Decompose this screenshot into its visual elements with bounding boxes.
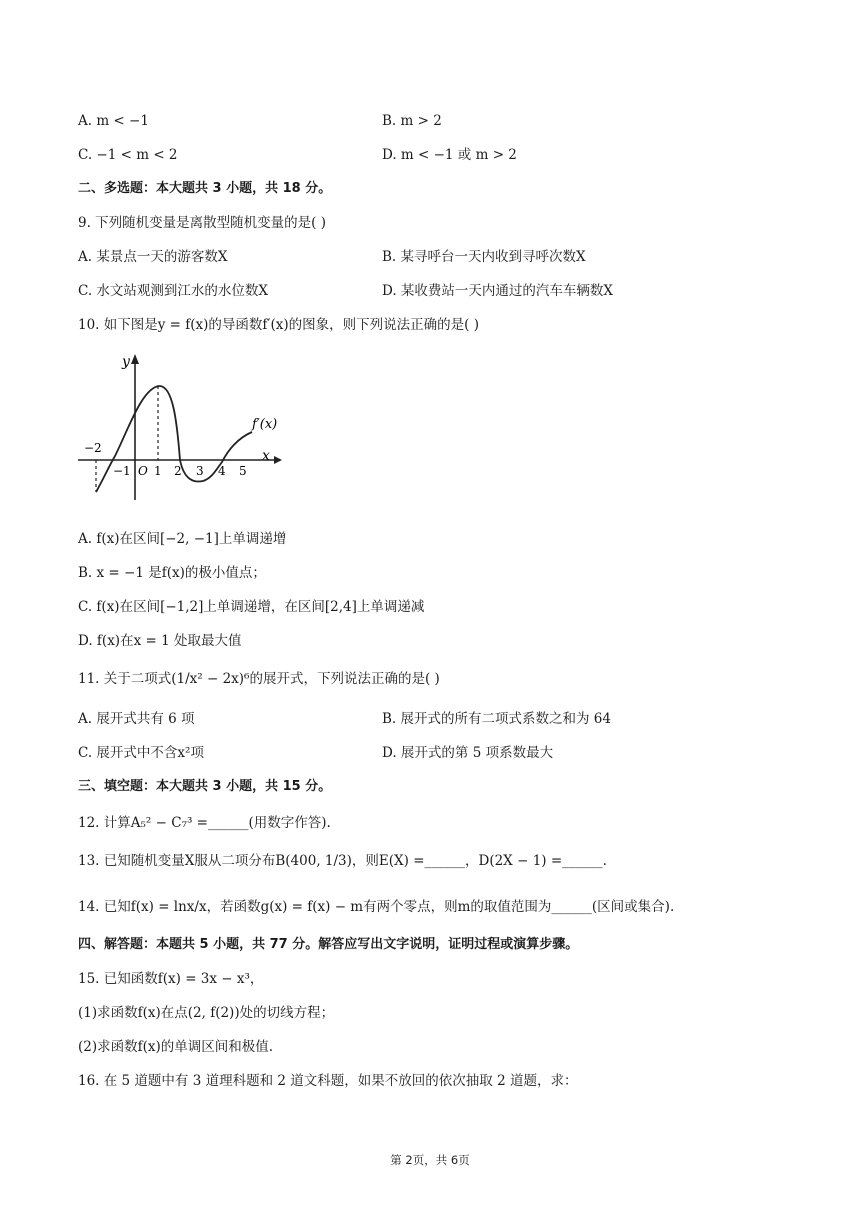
q11-option-a: A. 展开式共有 6 项 (78, 711, 195, 727)
q11-option-b: B. 展开式的所有二项式系数之和为 64 (382, 711, 611, 727)
q11-option-d: D. 展开式的第 5 项系数最大 (382, 745, 554, 761)
x-axis-label: x (262, 448, 270, 464)
q8-option-c: C. −1 < m < 2 (78, 147, 178, 163)
q13: 13. 已知随机变量X服从二项分布B(400, 1/3)，则E(X) =______，D(2X − 1) =______. (78, 853, 607, 869)
q8-option-b: B. m > 2 (382, 113, 442, 129)
section-heading-multiple-choice: 二、多选题：本大题共 3 小题，共 18 分。 (78, 181, 332, 196)
q15-part-2: (2)求函数f(x)的单调区间和极值. (78, 1039, 274, 1055)
q9-stem: 9. 下列随机变量是离散型随机变量的是( ) (78, 215, 326, 231)
q10-stem: 10. 如下图是y = f(x)的导函数f′(x)的图象，则下列说法正确的是( ) (78, 317, 479, 333)
q9-option-d: D. 某收费站一天内通过的汽车车辆数X (382, 283, 614, 299)
y-axis-label: y (122, 354, 130, 370)
tick-label-1: 1 (154, 464, 162, 478)
q10-option-d: D. f(x)在x = 1 处取最大值 (78, 633, 242, 649)
tick-label-neg1: −1 (113, 464, 131, 478)
tick-label-5: 5 (239, 464, 247, 478)
q10-option-c: C. f(x)在区间[−1,2]上单调递增，在区间[2,4]上单调递减 (78, 599, 425, 615)
tick-label-origin: O (138, 464, 148, 478)
q8-option-a: A. m < −1 (78, 113, 149, 129)
tick-label-2: 2 (174, 464, 182, 478)
page-footer: 第 2页，共 6页 (390, 1153, 470, 1167)
q10-option-b: B. x = −1 是f(x)的极小值点； (78, 565, 266, 581)
q9-option-c: C. 水文站观测到江水的水位数X (78, 283, 269, 299)
q11-option-c: C. 展开式中不含x²项 (78, 745, 204, 761)
derivative-graph (76, 350, 286, 510)
q15-stem: 15. 已知函数f(x) = 3x − x³， (78, 971, 264, 987)
q10-option-a: A. f(x)在区间[−2, −1]上单调递增 (78, 531, 287, 547)
q9-option-a: A. 某景点一天的游客数X (78, 249, 228, 265)
section-heading-solutions: 四、解答题：本题共 5 小题，共 77 分。解答应写出文字说明，证明过程或演算步骤。 (78, 937, 579, 952)
tick-label-3: 3 (196, 464, 204, 478)
q11-stem: 11. 关于二项式(1/x² − 2x)⁶的展开式，下列说法正确的是( ) (78, 671, 440, 687)
section-heading-fill-in: 三、填空题：本大题共 3 小题，共 15 分。 (78, 779, 332, 794)
tick-label-neg2: −2 (84, 441, 102, 455)
y-axis-arrow (131, 354, 139, 364)
q15-part-1: (1)求函数f(x)在点(2, f(2))处的切线方程； (78, 1005, 335, 1021)
curve-label: f′(x) (252, 417, 278, 432)
q8-option-d: D. m < −1 或 m > 2 (382, 147, 517, 163)
tick-label-4: 4 (218, 464, 226, 478)
q14: 14. 已知f(x) = lnx/x，若函数g(x) = f(x) − m有两个零点，则m的取值范围为______(区间或集合). (78, 899, 675, 915)
x-axis-arrow (274, 456, 282, 464)
q16-stem: 16. 在 5 道题中有 3 道理科题和 2 道文科题，如果不放回的依次抽取 2 道题，求： (78, 1073, 578, 1089)
q9-option-b: B. 某寻呼台一天内收到寻呼次数X (382, 249, 586, 265)
q12: 12. 计算A₅² − C₇³ =______(用数字作答). (78, 815, 331, 831)
